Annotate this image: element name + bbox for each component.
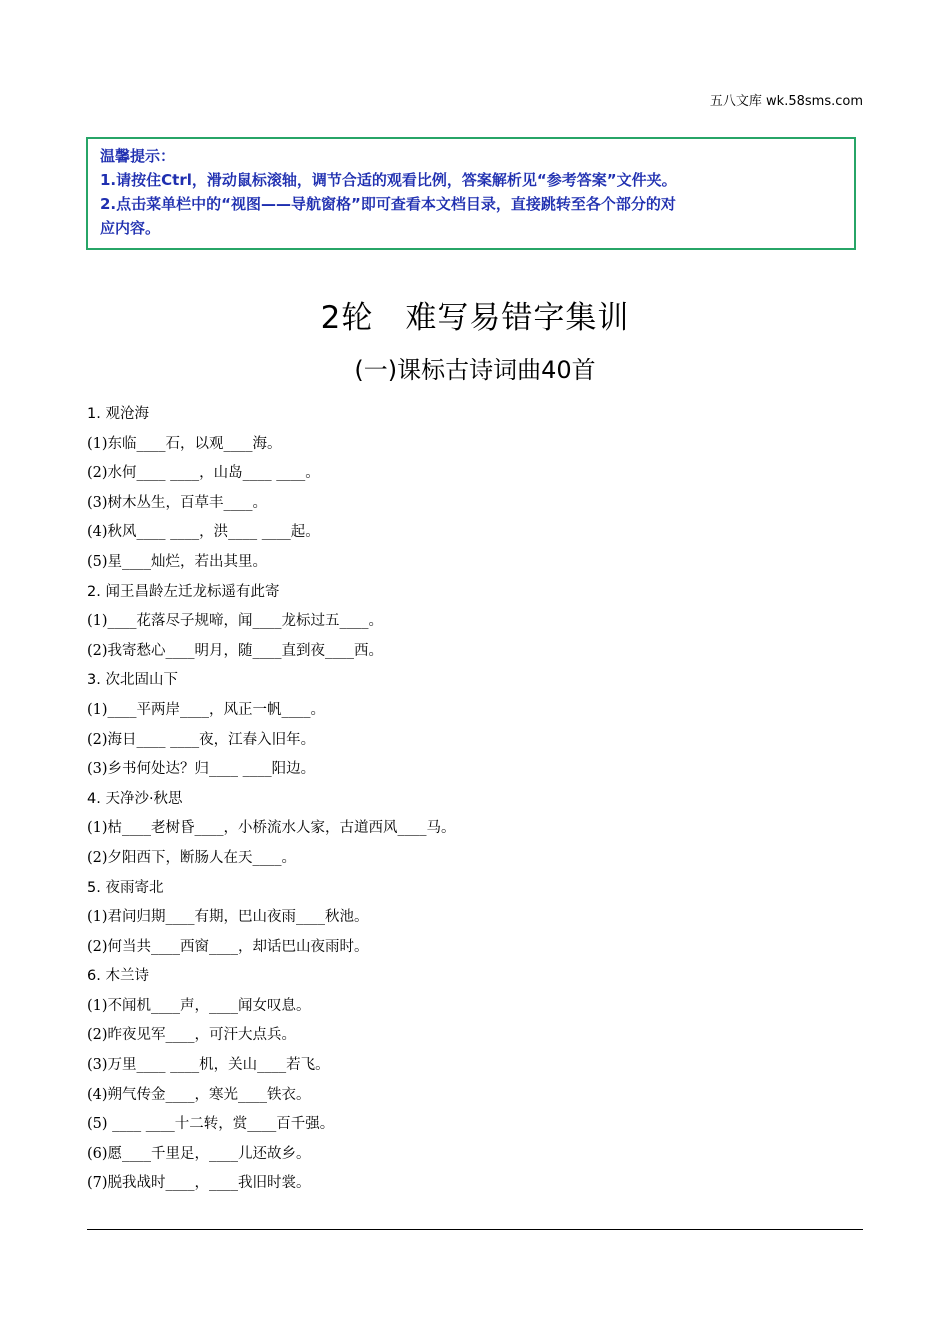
section-title: 5. 夜雨寄北 bbox=[87, 879, 164, 896]
section-3 bbox=[87, 666, 867, 784]
tip-line-3: 应内容。 bbox=[100, 219, 161, 237]
exercise-line: (3)万里____ ____机，关山____若飞。 bbox=[87, 1057, 330, 1074]
exercise-line: (4)秋风____ ____，洪____ ____起。 bbox=[87, 524, 320, 541]
exercise-line: (4)朔气传金____，寒光____铁衣。 bbox=[87, 1086, 311, 1103]
section-1 bbox=[87, 400, 867, 578]
section-title: 3. 次北固山下 bbox=[87, 672, 178, 689]
tip-line-2: 2.点击菜单栏中的“视图——导航窗格”即可查看本文档目录，直接跳转至各个部分的对 bbox=[100, 195, 676, 213]
section-6 bbox=[87, 962, 867, 1199]
section-5 bbox=[87, 874, 867, 963]
exercise-line: (2)海日____ ____夜，江春入旧年。 bbox=[87, 731, 316, 748]
exercise-line: (5)星____灿烂，若出其里。 bbox=[87, 553, 268, 570]
section-2 bbox=[87, 578, 867, 667]
page-title: 2轮 难写易错字集训 bbox=[320, 300, 630, 336]
exercise-line: (1)____平两岸____，风正一帆____。 bbox=[87, 701, 326, 718]
page-subtitle: (一)课标古诗词曲40首 bbox=[354, 356, 596, 384]
exercise-line: (7)脱我战时____，____我旧时裳。 bbox=[87, 1175, 311, 1192]
watermark: 五八文库 wk.58sms.com bbox=[709, 94, 863, 109]
exercise-line: (3)乡书何处达？归____ ____阳边。 bbox=[87, 761, 316, 778]
exercise-line: (2)何当共____西窗____，却话巴山夜雨时。 bbox=[87, 938, 369, 955]
exercise-line: (1)君问归期____有期，巴山夜雨____秋池。 bbox=[87, 909, 369, 926]
section-4 bbox=[87, 785, 867, 874]
exercise-line: (1)枯____老树昏____，小桥流水人家，古道西风____马。 bbox=[87, 820, 456, 837]
footer-divider bbox=[87, 1229, 863, 1230]
section-title: 1. 观沧海 bbox=[87, 406, 149, 422]
tip-box bbox=[86, 137, 856, 250]
exercise-list bbox=[87, 400, 867, 1199]
exercise-line: (6)愿____千里足，____儿还故乡。 bbox=[87, 1145, 311, 1162]
exercise-line: (5) ____ ____十二转，赏____百千强。 bbox=[87, 1116, 335, 1133]
tip-line-1: 1.请按住Ctrl，滑动鼠标滚轴，调节合适的观看比例，答案解析见“参考答案”文件夹。 bbox=[100, 171, 677, 189]
exercise-line: (2)水何____ ____，山岛____ ____。 bbox=[87, 465, 320, 482]
section-title: 2. 闻王昌龄左迁龙标遥有此寄 bbox=[87, 583, 280, 600]
exercise-line: (1)不闻机____声，____闻女叹息。 bbox=[87, 997, 311, 1014]
tip-heading: 温馨提示： bbox=[100, 147, 176, 165]
section-title: 6. 木兰诗 bbox=[87, 968, 149, 985]
exercise-line: (2)我寄愁心____明月，随____直到夜____西。 bbox=[87, 642, 384, 659]
exercise-line: (1)东临____石，以观____海。 bbox=[87, 435, 282, 452]
exercise-line: (2)夕阳西下，断肠人在天____。 bbox=[87, 849, 297, 866]
section-title: 4. 天净沙·秋思 bbox=[87, 790, 183, 807]
exercise-line: (2)昨夜见军____，可汗大点兵。 bbox=[87, 1027, 297, 1044]
exercise-line: (3)树木丛生，百草丰____。 bbox=[87, 494, 268, 511]
exercise-line: (1)____花落尽子规啼，闻____龙标过五____。 bbox=[87, 613, 384, 630]
